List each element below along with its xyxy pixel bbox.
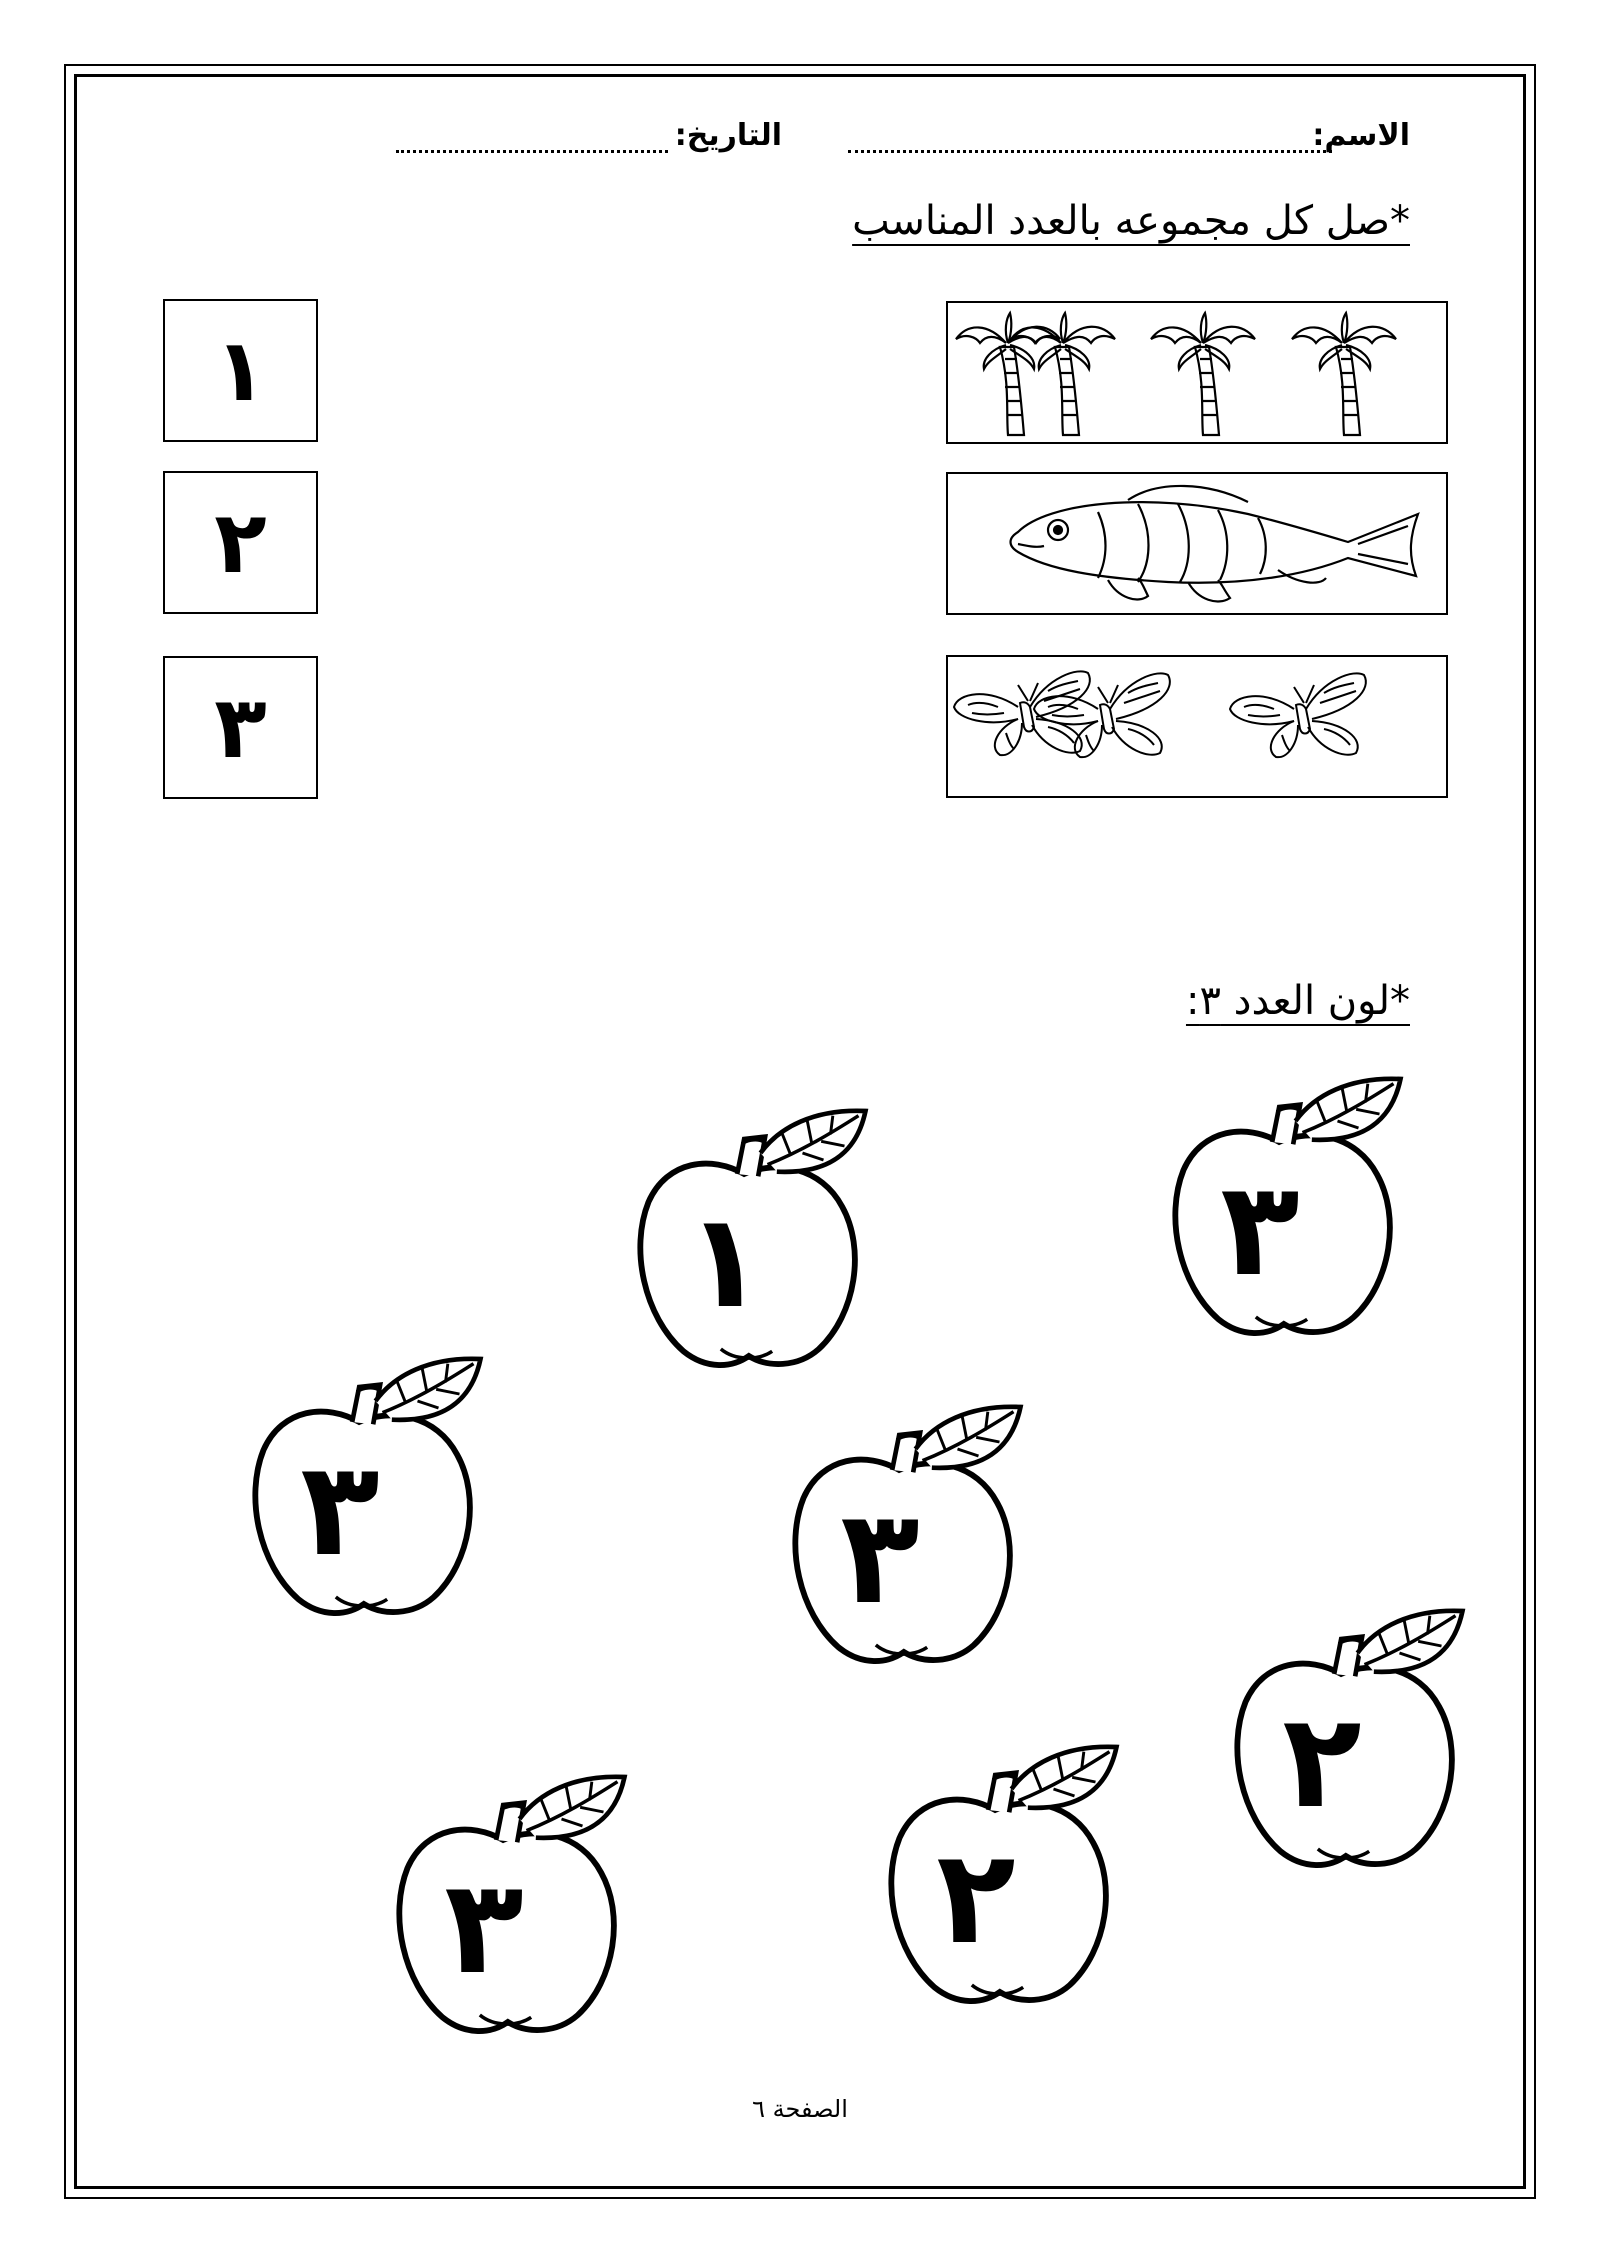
apple-item[interactable] (876, 1740, 1126, 2020)
apple-item[interactable] (240, 1352, 490, 1632)
matching-instruction: *صل كل مجموعه بالعدد المناسب (852, 198, 1410, 244)
apple-number: ٣ (1220, 1153, 1300, 1305)
apple-number: ١ (685, 1185, 765, 1337)
number-box-2[interactable]: ٢ (163, 471, 318, 614)
date-label: التاريخ: (674, 118, 782, 153)
apple-item[interactable] (625, 1104, 875, 1384)
fish-group[interactable] (946, 472, 1448, 615)
fish-icon (1011, 486, 1419, 602)
date-field[interactable] (396, 128, 668, 153)
apple-number: ٣ (300, 1433, 380, 1585)
name-label: الاسم: (1312, 118, 1410, 153)
apple-number: ٣ (840, 1481, 920, 1633)
butterfly-icon (954, 671, 1090, 755)
apple-number: ٢ (936, 1821, 1016, 1973)
number-box-1[interactable]: ١ (163, 299, 318, 442)
coloring-instruction: *لون العدد ٣: (1185, 978, 1410, 1024)
apple-number: ٢ (1282, 1685, 1362, 1837)
apple-item[interactable] (384, 1770, 634, 2050)
number-box-3[interactable]: ٣ (163, 656, 318, 799)
apple-item[interactable] (1222, 1604, 1472, 1884)
palm-trees-group[interactable] (946, 301, 1448, 444)
name-field[interactable] (848, 128, 1332, 153)
apple-item[interactable] (1160, 1072, 1410, 1352)
apple-item[interactable] (780, 1400, 1030, 1680)
apple-number: ٣ (444, 1851, 524, 2003)
page-number: الصفحة ٦ (752, 2095, 848, 2123)
butterflies-group[interactable] (946, 655, 1448, 798)
